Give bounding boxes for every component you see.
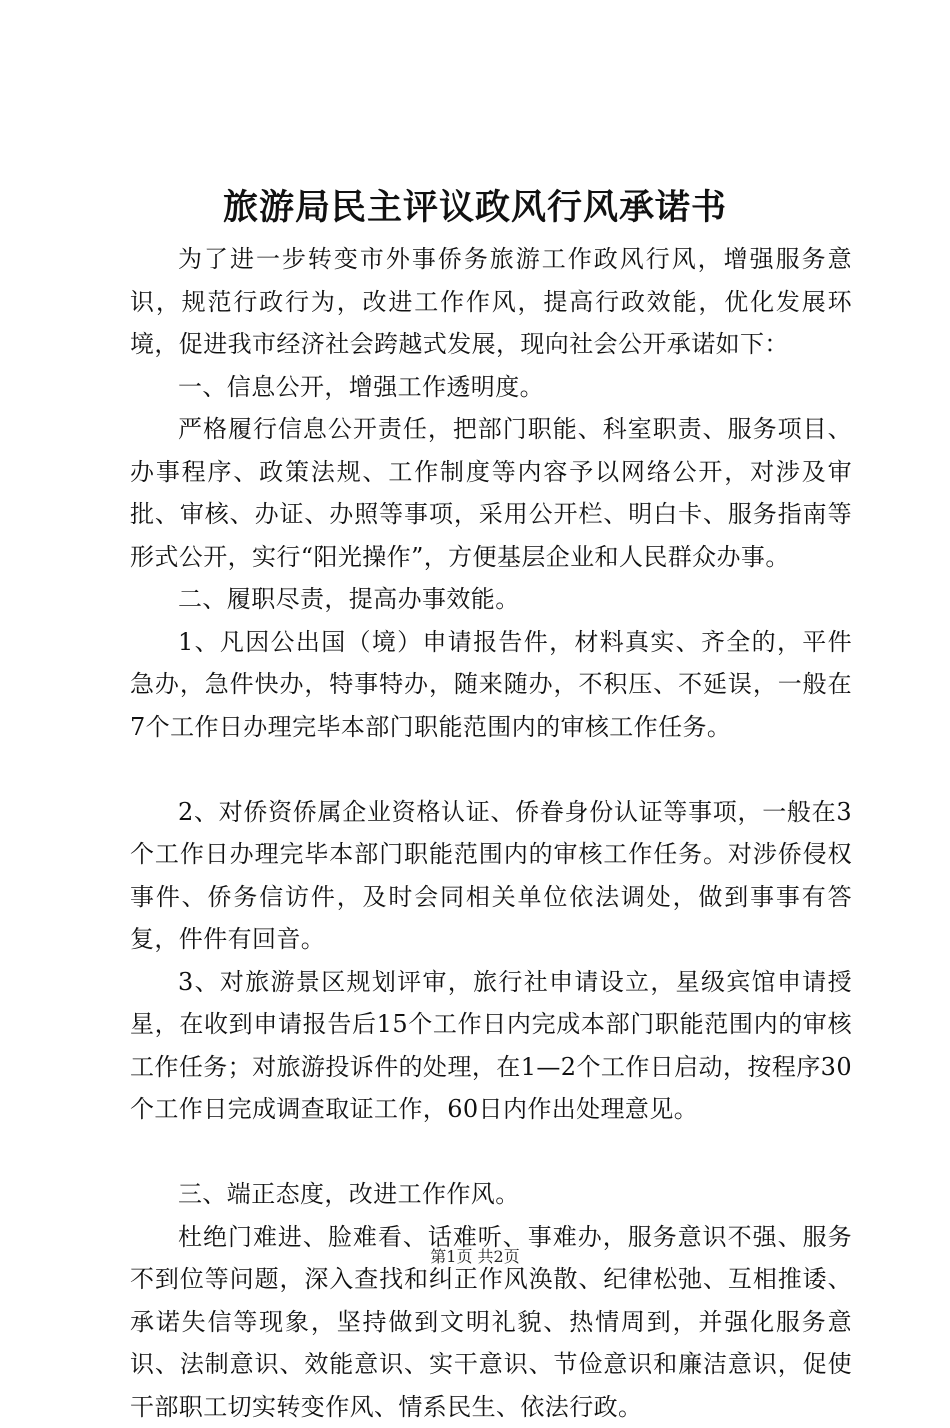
- section-3-paragraph: 杜绝门难进、脸难看、话难听、事难办，服务意识不强、服务不到位等问题，深入查找和纠正作风涣散、纪律松弛、互相推诿、承诺失信等现象，坚持做到文明礼貌、热情周到，并强化服务意识、法制意识、效能意识、实干意识、节俭意识和廉洁意识，促使干部职工切实转变作风、情系民生、依法行政。: [130, 1216, 852, 1428]
- document-title: 旅游局民主评议政风行风承诺书: [0, 180, 950, 230]
- section-1-paragraph: 严格履行信息公开责任，把部门职能、科室职责、服务项目、办事程序、政策法规、工作制度等内容予以网络公开，对涉及审批、审核、办证、办照等事项，采用公开栏、明白卡、服务指南等形式公开，实行“阳光操作”，方便基层企业和人民群众办事。: [130, 408, 852, 578]
- intro-paragraph: 为了进一步转变市外事侨务旅游工作政风行风，增强服务意识，规范行政行为，改进工作作风，提高行政效能，优化发展环境，促进我市经济社会跨越式发展，现向社会公开承诺如下：: [130, 238, 852, 366]
- section-2-item-3: 3、对旅游景区规划评审，旅行社申请设立，星级宾馆申请授星，在收到申请报告后15个工作日内完成本部门职能范围内的审核工作任务；对旅游投诉件的处理，在1—2个工作日启动，按程序30个工作日完成调查取证工作，60日内作出处理意见。: [130, 961, 852, 1131]
- section-heading-1: 一、信息公开，增强工作透明度。: [130, 366, 852, 409]
- section-heading-2: 二、履职尽责，提高办事效能。: [130, 578, 852, 621]
- section-2-item-2: 2、对侨资侨属企业资格认证、侨眷身份认证等事项，一般在3个工作日办理完毕本部门职能范围内的审核工作任务。对涉侨侵权事件、侨务信访件，及时会同相关单位依法调处，做到事事有答复，件件有回音。: [130, 791, 852, 961]
- section-heading-3: 三、端正态度，改进工作作风。: [130, 1173, 852, 1216]
- page-number: 第1页 共2页: [0, 1244, 950, 1267]
- section-2-item-1: 1、凡因公出国（境）申请报告件，材料真实、齐全的，平件急办，急件快办，特事特办，随来随办，不积压、不延误，一般在7个工作日办理完毕本部门职能范围内的审核工作任务。: [130, 621, 852, 749]
